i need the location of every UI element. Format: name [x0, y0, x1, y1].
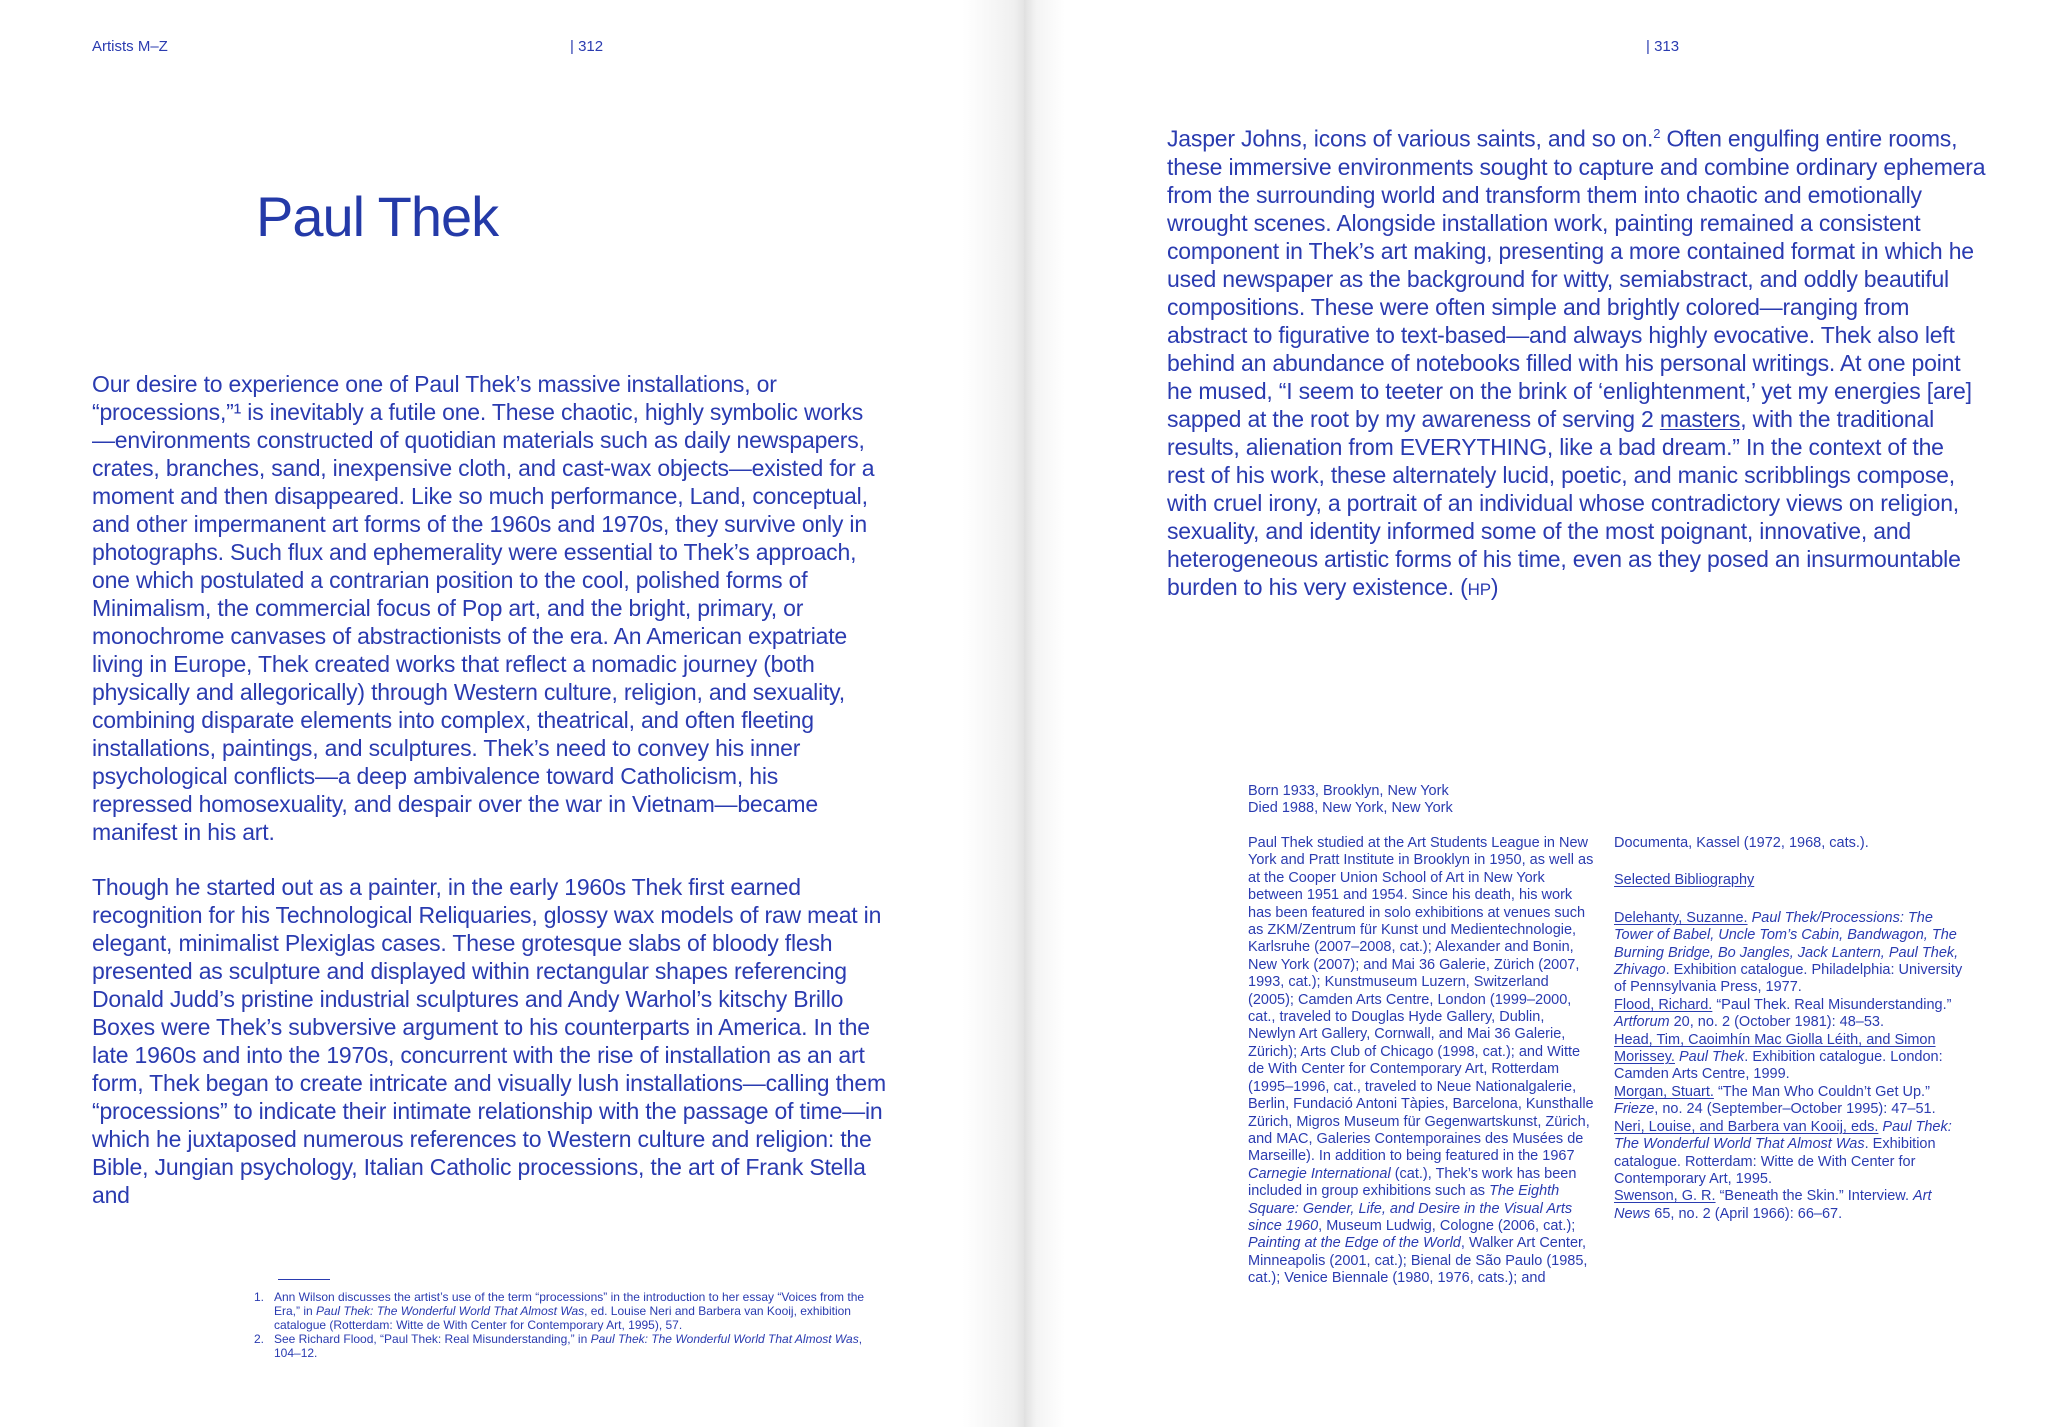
bio-word: Edge	[1344, 1235, 1379, 1252]
bio-word: cat.);	[1399, 939, 1432, 956]
bib-title: Paul Thek: The Wonderful World That Almost Was	[1614, 1118, 1952, 1153]
bio-word: ZKM/Zentrum	[1267, 922, 1356, 939]
footnote	[254, 1332, 886, 1360]
bio-word: (2006,	[1497, 1217, 1540, 1234]
underlined-word: masters	[1659, 405, 1741, 432]
bio-word: Pratt	[1308, 852, 1340, 869]
bio-word: für	[1403, 1113, 1421, 1130]
bio-word: York	[1280, 956, 1310, 973]
bio-word: included	[1248, 1183, 1303, 1200]
bio-word: and	[1438, 1026, 1463, 1043]
bio-word: Kunsthalle	[1525, 1096, 1594, 1113]
bib-author: Neri, Louise, and Barbera van Kooij, eds.	[1614, 1118, 1879, 1135]
bio-word: Hyde	[1408, 1009, 1443, 1026]
bio-word: (2007–2008,	[1314, 939, 1396, 956]
bib-title: Paul Thek	[1679, 1049, 1745, 1066]
body-paragraph-3	[1167, 120, 1987, 604]
bio-word: death,	[1474, 887, 1515, 904]
bibliography-column	[1614, 835, 1964, 1223]
bio-word: cat.);	[1482, 1043, 1515, 1060]
bio-word: studied	[1317, 835, 1364, 851]
bio-word: (1998,	[1437, 1043, 1479, 1060]
bio-word: The	[1489, 1183, 1515, 1200]
bio-word: to	[1389, 1148, 1402, 1165]
bio-word: for	[1348, 1061, 1366, 1078]
bio-word: São	[1475, 1252, 1502, 1269]
bio-word: at	[1487, 904, 1500, 921]
bio-word: Art	[1298, 1026, 1318, 1043]
bio-word: Nationalgalerie,	[1475, 1078, 1577, 1095]
footnotes	[254, 1290, 886, 1360]
bio-word: (2001,	[1329, 1252, 1371, 1269]
bio-word: Walker	[1468, 1235, 1514, 1252]
bib-run: . Exhibition catalogue. London: Camden Arts Centre, 1999.	[1614, 1049, 1943, 1083]
died-line: Died 1988, New York, New York	[1248, 800, 1453, 817]
bio-word: Barcelona,	[1452, 1096, 1522, 1113]
bibliography-entry	[1614, 910, 1964, 997]
bio-word: the	[1264, 869, 1285, 886]
bio-word: to	[1335, 1009, 1348, 1026]
bio-word: at	[1367, 835, 1380, 851]
bio-word: Painting	[1248, 1235, 1301, 1252]
footnote-rule	[278, 1279, 330, 1280]
bio-word: Thek	[1280, 835, 1314, 851]
bio-word: Paul	[1248, 835, 1278, 851]
bio-word: Gender,	[1302, 1200, 1355, 1217]
bio-word: Luzern,	[1421, 974, 1470, 991]
right-page	[1024, 0, 2048, 1427]
bio-word: Cooper	[1288, 869, 1336, 886]
bio-word: been	[1544, 1165, 1577, 1182]
bio-word: Camden	[1297, 991, 1353, 1008]
bio-word: as	[1578, 852, 1594, 869]
article-title: Paul Thek	[256, 185, 499, 248]
bio-word: cats.).	[1829, 835, 1869, 851]
bio-word: Musées	[1512, 1130, 1564, 1147]
bib-title: Artforum	[1614, 1014, 1670, 1031]
bio-word: Square:	[1248, 1200, 1299, 1217]
bio-word: such	[1554, 904, 1586, 921]
bio-word: und	[1422, 922, 1447, 939]
bio-word: Carnegie	[1248, 1165, 1307, 1182]
bio-word: Documenta,	[1614, 835, 1693, 851]
bio-word: Zürich);	[1248, 1043, 1298, 1060]
bio-word: Zürich,	[1545, 1113, 1590, 1130]
artist-biography	[1248, 835, 1594, 1295]
bio-word: Gegenwartskunst,	[1424, 1113, 1542, 1130]
bio-word: (1999–2000,	[1489, 991, 1572, 1008]
bio-word: (1995–1996,	[1248, 1078, 1330, 1095]
bib-title: Art News	[1614, 1188, 1932, 1222]
bio-word: and	[1343, 887, 1368, 904]
bio-word: York	[1248, 852, 1277, 869]
bio-word: 1954.	[1371, 887, 1408, 904]
bio-word: of	[1382, 1235, 1395, 1252]
bio-word: cat.);	[1374, 1252, 1407, 1269]
bibliography-entry	[1614, 1188, 1964, 1223]
bib-author: Swenson, G. R.	[1614, 1188, 1716, 1205]
bio-word: 1993,	[1248, 974, 1285, 991]
bio-word: Brooklyn	[1413, 852, 1470, 869]
bio-word: cats.);	[1477, 1270, 1518, 1287]
bio-word: Center,	[1539, 1235, 1587, 1252]
bio-word: In	[1318, 1148, 1331, 1165]
bio-word: MAC,	[1276, 1130, 1313, 1147]
bio-word: Kunstmuseum	[1324, 974, 1418, 991]
bio-word: the	[1384, 835, 1405, 851]
bio-word: Ludwig,	[1385, 1217, 1436, 1234]
bib-author: Flood, Richard.	[1614, 996, 1713, 1013]
footnote-run: See Richard Flood, “Paul Thek: Real Misunderstanding,” in	[274, 1332, 591, 1346]
bio-word: Karlsruhe	[1248, 939, 1311, 956]
bio-word: in	[1368, 904, 1381, 921]
bio-word: Club	[1330, 1043, 1361, 1060]
bio-word: Rotterdam	[1491, 1061, 1560, 1078]
footnote-number: 1.	[254, 1290, 265, 1304]
text-run: )	[1490, 573, 1499, 600]
bio-word: York	[1516, 869, 1545, 886]
bio-word: such	[1435, 1183, 1466, 1200]
bio-word: de	[1567, 1130, 1584, 1147]
bio-word: in	[1398, 852, 1410, 869]
body-paragraph-1: Our desire to experience one of Paul Thek’s massive installations, or “processions,”¹ is inevitably a futile one. These chaotic, highly symbolic works—environments constructed of quotidian materials such as daily newspapers, crates, branches, sand, inexpensive cloth, and cast-wax objects—existed for a moment and then disappeared. Like so much performance, Land, conceptual, and other impermanent art forms of the 1960s and 1970s, they survive only in photographs. Such flux and ephemerality were essential to Thek’s approach, one which postulated a contrarian position to the cool, polished forms of Minimalism, the commercial focus of Pop art, and the bright, primary, or monochrome canvases of abstractionists of the era. An American expatriate living in Europe, Thek created works that reflect a nomadic journey (both physically and allegorically) through Western culture, religion, and sexuality, combining disparate elements into complex, theatrical, and often fleeting installations, paintings, and sculptures. Thek’s need to convey his inner psychological conflicts—a deep ambivalence toward Catholicism, his repressed homosexuality, and despair over the war in Vietnam—became manifest in his art.	[92, 371, 875, 845]
bio-word: Neue	[1436, 1078, 1472, 1095]
running-head: Artists M–Z	[92, 38, 168, 55]
bio-word: Arts	[1356, 991, 1382, 1008]
bibliography-entry	[1614, 1084, 1964, 1119]
bio-word: Venice	[1284, 1270, 1328, 1287]
bio-word: cat.);	[1288, 974, 1321, 991]
bio-word: Museum	[1326, 1217, 1382, 1234]
bio-word: Union	[1339, 869, 1378, 886]
bio-word: Medientechnologie,	[1450, 922, 1577, 939]
bio-word: (1972,	[1743, 835, 1785, 851]
bio-word: Tàpies,	[1400, 1096, 1449, 1113]
bio-word: Art,	[1464, 1061, 1488, 1078]
footnote-run: , ed. Louise Neri and Barbera van Kooij, exhibition catalogue (Rotterdam: Witte de With Center for Contemporary Art, 1995), 57.	[274, 1304, 851, 1332]
bio-word: Contemporaines	[1374, 1130, 1481, 1147]
bio-word: Cornwall,	[1374, 1026, 1435, 1043]
bib-author: Head, Tim, Caoimhín Mac Giolla Léith, and Simon Morissey.	[1614, 1031, 1936, 1066]
biography-continued	[1614, 835, 1964, 852]
bio-word: Galeries	[1316, 1130, 1371, 1147]
bio-word: Marseille).	[1248, 1148, 1315, 1165]
bio-word: ,	[1460, 1235, 1465, 1252]
bio-word: Center	[1301, 1061, 1345, 1078]
bib-run: , no. 24 (September–October 1995): 47–51.	[1654, 1101, 1936, 1118]
bio-word: Art	[1516, 1235, 1536, 1252]
bio-word: Cologne	[1439, 1217, 1494, 1234]
bio-word: London	[1437, 991, 1486, 1008]
bio-word: Fundació	[1293, 1096, 1353, 1113]
bio-word: since	[1248, 1217, 1282, 1234]
bio-word: in	[1306, 1183, 1318, 1200]
bio-word: cat.,	[1248, 1009, 1276, 1026]
bio-word: of	[1430, 869, 1443, 886]
bio-word: as	[1248, 922, 1264, 939]
bio-word: School	[1381, 869, 1427, 886]
bio-word: cat.);	[1543, 1217, 1576, 1234]
bio-word: Witte	[1547, 1043, 1581, 1060]
bio-word: and	[1248, 1130, 1273, 1147]
footnote-run: , 104–12.	[274, 1332, 863, 1360]
bio-word: Gallery,	[1446, 1009, 1496, 1026]
bibliography-list	[1614, 910, 1964, 1223]
bio-word: his	[1518, 887, 1538, 904]
bio-word: Gallery,	[1321, 1026, 1371, 1043]
footnote-run: Ann Wilson discusses the artist’s use of the term “processions” in the introduction to her essay “Voices from the Era,” in	[274, 1290, 865, 1318]
bio-word: in	[1464, 1200, 1476, 1217]
bio-word: between	[1248, 887, 1303, 904]
footnote-text	[274, 1332, 886, 1360]
bio-word: Galerie,	[1439, 956, 1490, 973]
bio-word: (cat.),	[1394, 1165, 1432, 1182]
bio-word: and	[1518, 1043, 1544, 1060]
bio-word: Paulo	[1505, 1252, 1543, 1269]
footnote-run: Paul Thek: The Wonderful World That Almost Was	[316, 1304, 585, 1318]
bio-word: Arts	[1300, 1043, 1327, 1060]
bib-run: . Exhibition catalogue. Philadelphia: University of Pennsylvania Press, 1977.	[1614, 962, 1963, 996]
bib-title: Frieze	[1614, 1101, 1655, 1118]
bio-word: für	[1360, 922, 1377, 939]
bio-word: Berlin,	[1248, 1096, 1290, 1113]
bibliography-entry	[1614, 997, 1964, 1032]
author-initials: HP	[1467, 579, 1491, 599]
bib-run: “The Man Who Couldn’t Get Up.”	[1713, 1083, 1930, 1100]
bio-word: International	[1310, 1165, 1391, 1182]
bio-word: 1968,	[1788, 835, 1826, 851]
bio-word: New	[1248, 956, 1278, 973]
text-run: Jasper Johns, icons of various saints, and so on.	[1167, 125, 1654, 152]
bio-word: traveled	[1364, 1078, 1417, 1095]
bio-word: in	[1468, 869, 1480, 886]
bio-word: being	[1405, 1148, 1442, 1165]
bio-word: venues	[1503, 904, 1551, 921]
bio-word: (1980,	[1392, 1270, 1434, 1287]
bio-word: Newlyn	[1248, 1026, 1296, 1043]
bibliography-entry	[1614, 1032, 1964, 1084]
bio-word: Dublin,	[1499, 1009, 1545, 1026]
bio-word: the	[1398, 1235, 1419, 1252]
bio-word: 1951	[1306, 887, 1340, 904]
bio-word: work	[1482, 1165, 1513, 1182]
bio-word: in	[1543, 835, 1555, 851]
bio-word: Art	[1407, 835, 1426, 851]
bio-word: Life,	[1358, 1200, 1386, 1217]
bio-word: has	[1248, 904, 1272, 921]
bio-word: Switzerland	[1473, 974, 1549, 991]
bio-word: cat.);	[1248, 1270, 1281, 1287]
bio-word: Kassel	[1696, 835, 1740, 851]
bio-word: New	[1483, 869, 1513, 886]
bio-word: his	[1452, 887, 1471, 904]
bio-word: the	[1320, 1235, 1341, 1252]
bio-word: ,	[1318, 1217, 1323, 1234]
bio-word: well	[1549, 852, 1574, 869]
bio-word: in	[1502, 1148, 1515, 1165]
bio-word: Bonin,	[1532, 939, 1574, 956]
bio-word: the	[1518, 1148, 1539, 1165]
bio-word: Thek’s	[1435, 1165, 1479, 1182]
bib-run: . Exhibition catalogue. Rotterdam: Witte de With Center for Contemporary Art, 1995.	[1614, 1136, 1936, 1187]
bio-word: Biennale	[1331, 1270, 1389, 1287]
page-number-right: | 313	[1646, 38, 1680, 55]
bio-word: work	[1541, 887, 1573, 904]
bio-word: Antoni	[1356, 1096, 1398, 1113]
bio-word: Bienal	[1410, 1252, 1452, 1269]
bio-word: in	[1474, 852, 1486, 869]
bio-word: Institute	[1343, 852, 1395, 869]
bio-word: Since	[1411, 887, 1448, 904]
footnote	[254, 1290, 886, 1332]
bio-word: Museum	[1343, 1113, 1400, 1130]
bio-word: 36	[1494, 1026, 1511, 1043]
bio-word: addition	[1335, 1148, 1386, 1165]
bio-word: at	[1304, 1235, 1317, 1252]
bio-word: solo	[1384, 904, 1411, 921]
bio-word: traveled	[1279, 1009, 1332, 1026]
footnote-number: 2.	[254, 1332, 265, 1346]
bio-word: Douglas	[1351, 1009, 1405, 1026]
bio-word: World	[1423, 1235, 1461, 1252]
footnote-run: Paul Thek: The Wonderful World That Almost Was	[590, 1332, 859, 1346]
bio-word: Eighth	[1518, 1183, 1560, 1200]
bio-word: Visual	[1503, 1200, 1543, 1217]
bio-word: Arts	[1546, 1200, 1573, 1217]
bio-word: Minneapolis	[1248, 1252, 1326, 1269]
bio-word: featured	[1445, 1148, 1499, 1165]
bibliography-entry	[1614, 1119, 1964, 1189]
bio-word: of	[1364, 1043, 1377, 1060]
bio-word: Zürich	[1493, 956, 1535, 973]
bio-word: de	[1248, 1061, 1265, 1078]
bio-word: Contemporary	[1369, 1061, 1462, 1078]
bib-author: Morgan, Stuart.	[1614, 1083, 1714, 1100]
bio-word: With	[1268, 1061, 1298, 1078]
bio-word: as	[1529, 852, 1545, 869]
bio-word: Kunst	[1380, 922, 1419, 939]
bio-word: as	[1469, 1183, 1486, 1200]
bio-word: group	[1321, 1183, 1359, 1200]
bio-word: to	[1420, 1078, 1433, 1095]
bio-word: the	[1479, 1200, 1500, 1217]
bib-run: 20, no. 2 (October 1981): 48–53.	[1669, 1014, 1885, 1031]
body-paragraph-2: Though he started out as a painter, in the early 1960s Thek first earned recognition for his Technological Reliquaries, glossy wax models of raw meat in elegant, minimalist Plexiglas cases. These grotesque slabs of bloody flesh presented as sculpture and displayed within rectangular shapes referencing Donald Judd’s pristine industrial sculptures and Andy Warhol’s kitschy Brillo Boxes were Thek’s subversive argument to his counterparts in America. In the late 1960s and into the 1970s, concurrent with the rise of installation as an art form, Thek began to create intricate and visually lush installations—calling them “processions” to indicate their intimate relationship with the passage of time—in which he juxtaposed numerous references to Western culture and religion: the Bible, Jungian psychology, Italian Catholic processions, the art of Frank Stella and	[92, 874, 886, 1208]
bio-word: (2005);	[1248, 991, 1294, 1008]
bibliography-heading: Selected Bibliography	[1614, 872, 1755, 889]
bio-word: 1967	[1542, 1148, 1575, 1165]
bio-word: featured	[1311, 904, 1365, 921]
bio-word: at	[1248, 869, 1261, 886]
bio-word: League	[1491, 835, 1540, 851]
bio-word: and	[1363, 956, 1388, 973]
page-number-left: | 312	[570, 38, 604, 55]
bio-word: and	[1389, 1200, 1415, 1217]
bio-word: de	[1455, 1252, 1472, 1269]
bio-word: 36	[1418, 956, 1436, 973]
footnote-ref: 2	[1653, 126, 1661, 141]
bio-word: Galerie,	[1514, 1026, 1566, 1043]
bio-word: Mai	[1466, 1026, 1491, 1043]
bio-word: Students	[1429, 835, 1488, 851]
bio-word: New	[1559, 835, 1589, 851]
bio-word: Zürich,	[1248, 1113, 1293, 1130]
bio-word: Chicago	[1380, 1043, 1434, 1060]
bio-word: exhibitions	[1362, 1183, 1432, 1200]
bib-author: Delehanty, Suzanne.	[1614, 909, 1748, 926]
text-run: , with the traditional results, alienation from EVERYTHING, like a bad dream.” In the context of the rest of his work, these alternately lucid, poetic, and manic scribblings compose, with cruel irony, a portrait of an individual whose contradictory views on religion, sexuality, and identity informed some of the most poignant, innovative, and heterogeneous artistic forms of his time, even as they posed an insurmountable burden to his very existence. (	[1167, 405, 1961, 600]
bio-word: 1950,	[1489, 852, 1526, 869]
bio-word: 1976,	[1437, 1270, 1474, 1287]
bib-run: “Paul Thek. Real Misunderstanding.”	[1712, 996, 1952, 1013]
bio-word: (1985,	[1546, 1252, 1588, 1269]
artist-vitals	[1248, 783, 1608, 818]
bio-word: (2007,	[1538, 956, 1580, 973]
bib-title: Paul Thek/Processions: The Tower of Babel, Uncle Tom’s Cabin, Bandwagon, The Burning Bridge, Bo Jangles, Jack Lantern, Paul Thek, Zhivago	[1614, 909, 1959, 979]
bib-run: 65, no. 2 (April 1966): 66–67.	[1650, 1205, 1843, 1222]
bib-run: “Beneath the Skin.” Interview.	[1715, 1188, 1914, 1205]
bio-word: exhibitions	[1414, 904, 1484, 921]
bio-word: and	[1280, 852, 1305, 869]
bio-word: 1960	[1285, 1217, 1319, 1234]
bio-word: cat.,	[1333, 1078, 1361, 1095]
footnote-text	[274, 1290, 886, 1332]
bio-word: been	[1275, 904, 1308, 921]
bio-word: Migros	[1296, 1113, 1340, 1130]
bio-word: des	[1484, 1130, 1509, 1147]
born-line: Born 1933, Brooklyn, New York	[1248, 783, 1449, 799]
bio-word: Centre,	[1385, 991, 1434, 1008]
bio-word: Mai	[1391, 956, 1415, 973]
bio-word: and	[1521, 1270, 1546, 1287]
bio-word: has	[1516, 1165, 1541, 1182]
text-run: Often engulfing entire rooms, these immersive environments sought to capture and combine ordinary ephemera from the surrounding world and transform them into chaotic and emotionally wrought scenes. Alongside installation work, painting remained a consistent component in Thek’s art making, presenting a more contained format in which he used newspaper as the background for witty, semiabstract, and oddly beautiful compositions. These were often simple and brightly colored—ranging from abstract to figurative to text-based—and always highly evocative. Thek also left behind an abundance of notebooks filled with his personal writings. At one point he mused, “I seem to teeter on the brink of ‘enlightenment,’ yet my energies [are] sapped at the root by my awareness of serving 2	[1167, 125, 1986, 432]
bio-word: Alexander	[1435, 939, 1501, 956]
bio-word: Art	[1445, 869, 1465, 886]
bio-word: Desire	[1418, 1200, 1461, 1217]
bio-word: and	[1504, 939, 1529, 956]
bio-word: (2007);	[1313, 956, 1360, 973]
